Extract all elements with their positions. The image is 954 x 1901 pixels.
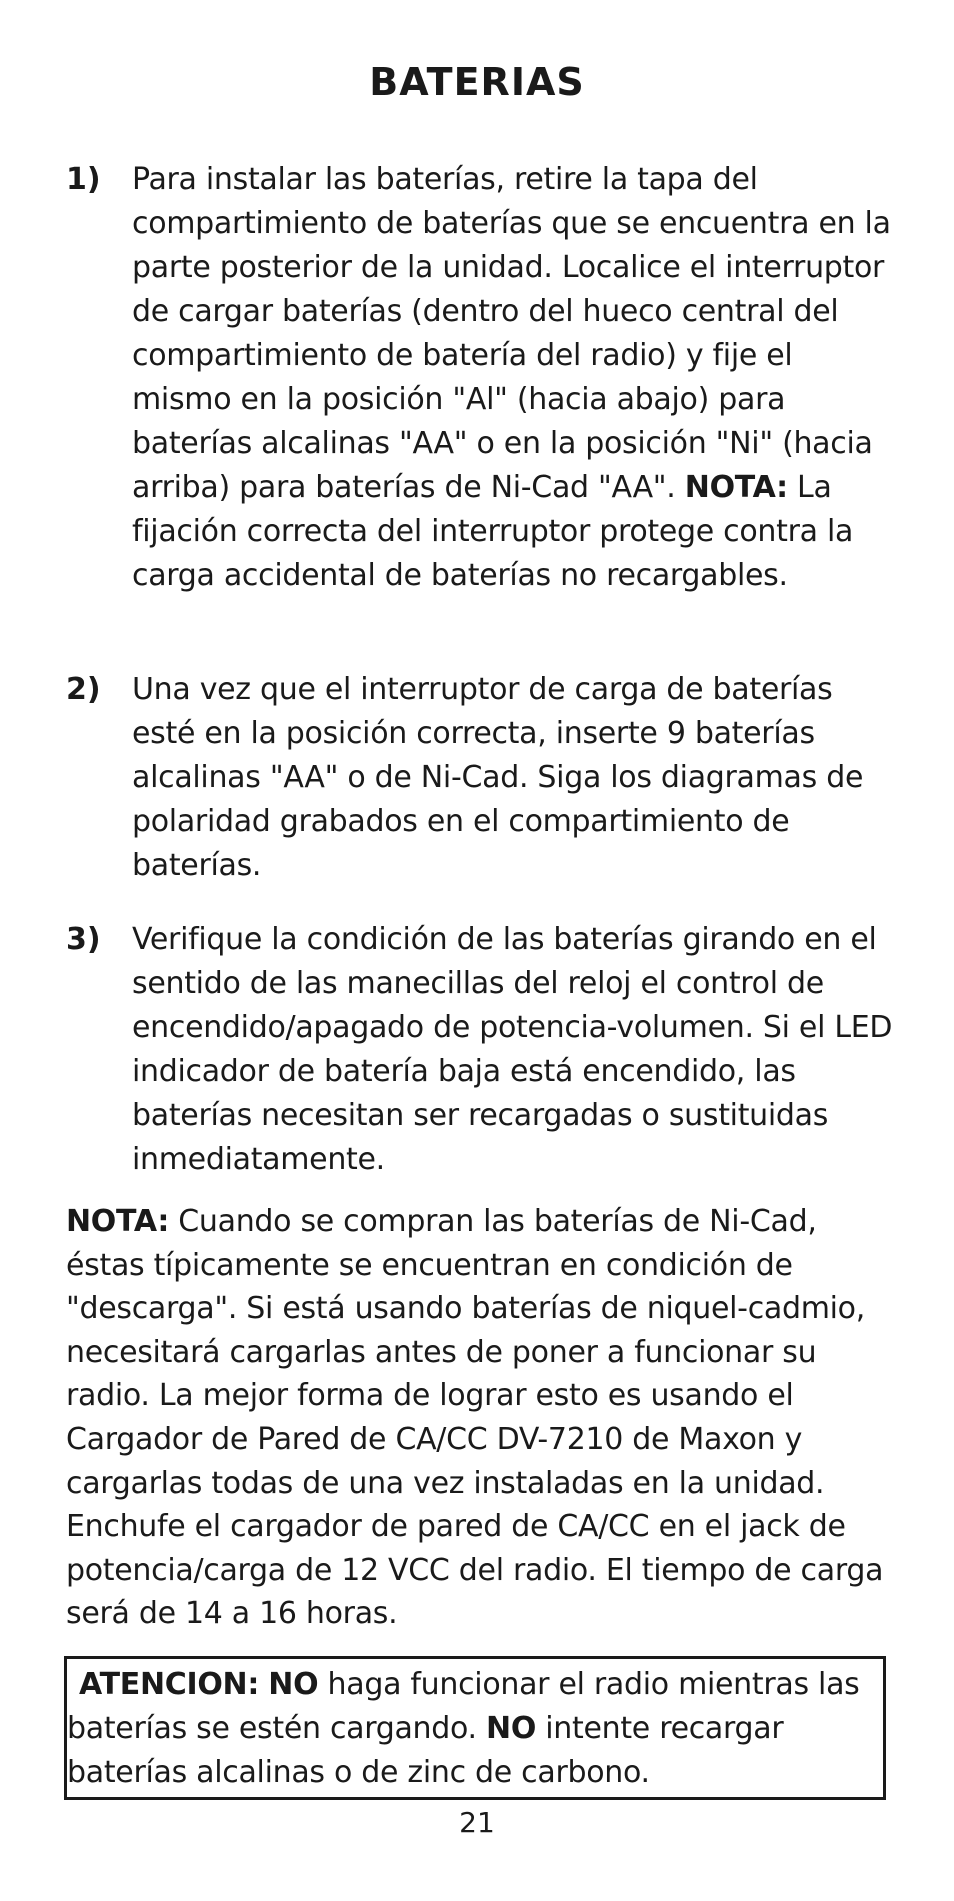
note-paragraph [66,1200,896,1636]
warning-text-2: intente recargar baterías alcalinas o de zinc de carbono. [67,1711,784,1790]
list-item-text [132,158,896,598]
list-item-number: 2) [66,672,101,707]
list-item-3 [66,918,896,1182]
warning-box [64,1656,886,1800]
note-label: NOTA: [66,1204,170,1239]
warning-no-1: NO [268,1667,319,1702]
list-item-number: 1) [66,162,101,197]
note-label-inline: NOTA: [684,470,788,505]
page-title: BATERIAS [369,60,585,104]
page-number: 21 [459,1806,495,1839]
note-text: Cuando se compran las baterías de Ni-Cad, éstas típicamente se encuentran en condición de "descarga". Si está usando baterías de niquel-cadmio, necesitará cargarlas antes de poner a funcionar su radio. La mejor forma de lograr esto es usando el Cargador de Pared de CA/CC DV-7210 de Maxon y cargarlas todas de una vez instaladas en la unidad. Enchufe el cargador de pared de CA/CC en el jack de potencia/carga de 12 VCC del radio. El tiempo de carga será de 14 a 16 horas. [66,1204,884,1632]
list-item-text: Una vez que el interruptor de carga de baterías esté en la posición correcta, inserte 9 baterías alcalinas "AA" o de Ni-Cad. Siga los diagramas de polaridad grabados en el compartimiento de baterías. [132,672,864,883]
list-item-text-part: La fijación correcta del interruptor protege contra la carga accidental de baterías no recargables. [132,470,854,593]
list-item-text-part: Para instalar las baterías, retire la tapa del compartimiento de baterías que se encuentra en la parte posterior de la unidad. Localice el interruptor de cargar baterías (dentro del hueco central del compartimiento de batería del radio) y fije el mismo en la posición "Al" (hacia abajo) para baterías alcalinas "AA" o en la posición "Ni" (hacia arriba) para baterías de Ni-Cad "AA". [132,162,891,505]
warning-no-2: NO [486,1711,537,1746]
warning-text-1: haga funcionar el radio mientras las baterías se estén cargando. [67,1667,860,1746]
list-item-2 [66,668,896,888]
list-item-1 [66,158,896,598]
list-item-text: Verifique la condición de las baterías girando en el sentido de las manecillas del reloj el control de encendido/apagado de potencia-volumen. Si el LED indicador de batería baja está encendido, las baterías necesitan ser recargadas o sustituidas inmediatamente. [132,922,893,1177]
warning-label: ATENCION: [79,1667,260,1702]
list-item-number: 3) [66,922,101,957]
